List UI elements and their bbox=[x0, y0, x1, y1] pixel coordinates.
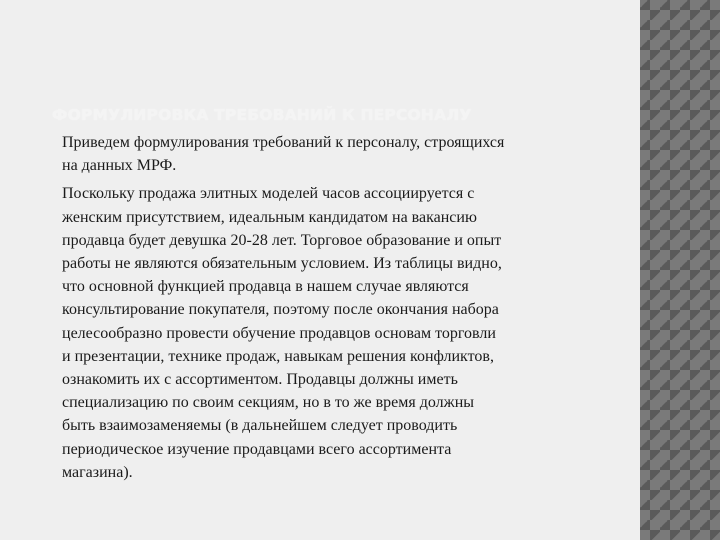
text-line: магазина). bbox=[62, 463, 133, 481]
text-line: женским присутствием, идеальным кандидатом на вакансию bbox=[62, 208, 477, 226]
text-line: работы не являются обязательным условием. Из таблицы видно, bbox=[62, 255, 502, 273]
text-line: Поскольку продажа элитных моделей часов ассоциируется с bbox=[62, 185, 475, 203]
text-line: консультирование покупателя, поэтому после окончания набора bbox=[62, 301, 499, 319]
text-line: и презентации, технике продаж, навыкам решения конфликтов, bbox=[62, 347, 494, 365]
text-line: быть взаимозаменяемы (в дальнейшем следует проводить bbox=[62, 417, 458, 435]
paragraph-1 bbox=[60, 131, 610, 177]
slide-body bbox=[60, 131, 610, 489]
slide-title: ФОРМУЛИРОВКА ТРЕБОВАНИЙ К ПЕРСОНАЛУ bbox=[52, 106, 472, 124]
text-line: периодическое изучение продавцами всего ассортимента bbox=[62, 440, 452, 458]
text-line: специализацию по своим секциям, но в то же время должны bbox=[62, 394, 475, 412]
text-line: продавца будет девушка 20-28 лет. Торговое образование и опыт bbox=[62, 231, 502, 249]
text-line: Приведем формулирования требований к персоналу, строящихся bbox=[62, 134, 505, 151]
text-line: на данных МРФ. bbox=[62, 157, 177, 175]
text-line: что основной функцией продавца в нашем случае являются bbox=[62, 278, 469, 296]
decorative-pattern-strip bbox=[640, 0, 720, 540]
paragraph-2 bbox=[60, 182, 610, 484]
text-line: целесообразно провести обучение продавцов основам торговли bbox=[62, 324, 496, 342]
text-line: ознакомить их с ассортиментом. Продавцы должны иметь bbox=[62, 371, 458, 389]
